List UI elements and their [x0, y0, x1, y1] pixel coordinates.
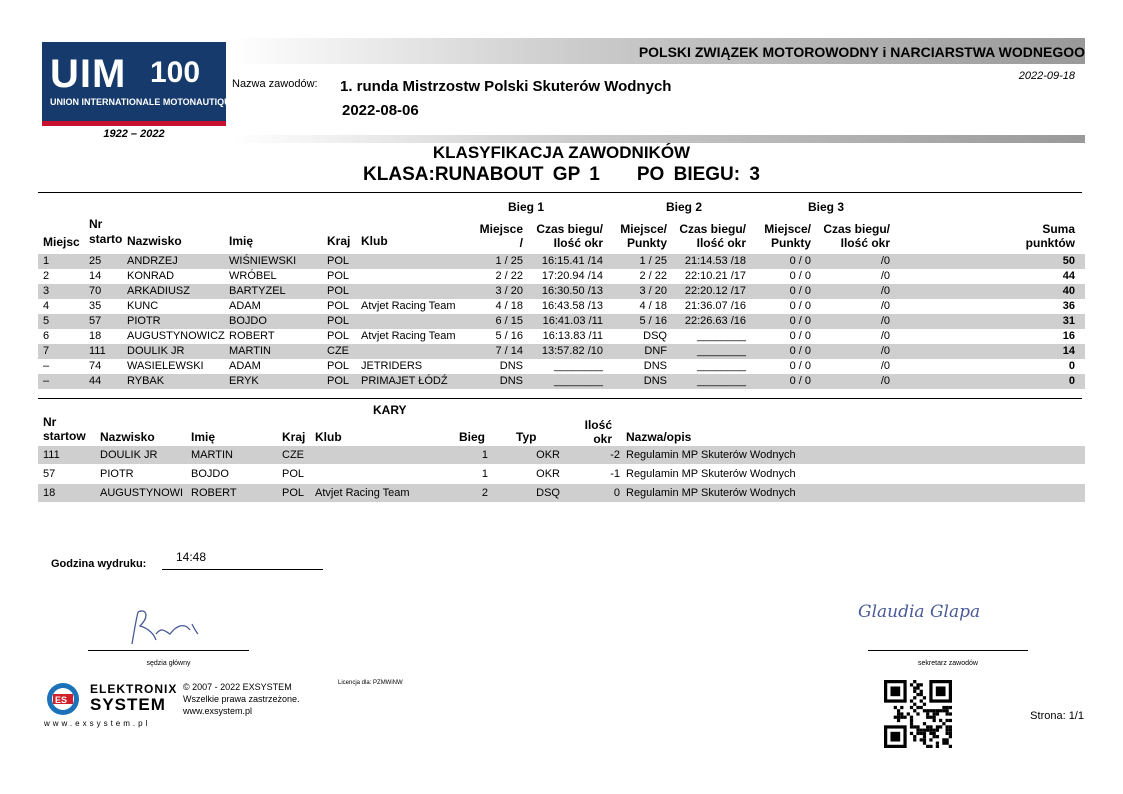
- cell-b2t: 22:20.12 /17: [684, 285, 746, 297]
- table-row: [38, 269, 1085, 284]
- pen-col-name: Imię: [191, 430, 216, 444]
- judge-signature: [120, 604, 220, 648]
- cell-surname: ARKADIUSZ: [127, 285, 190, 297]
- cell-b2p: DNS: [643, 375, 667, 387]
- pen-col-nr-2: startow: [43, 429, 86, 443]
- event-name: 1. runda Mistrzostw Polski Skuterów Wodnych: [340, 78, 672, 95]
- table-row: [38, 374, 1085, 389]
- cell-nr: 57: [43, 468, 56, 480]
- print-time-label: Godzina wydruku:: [51, 558, 147, 570]
- cell-b3t: /0: [880, 315, 890, 327]
- pen-col-club: Klub: [315, 430, 342, 444]
- cell-type: OKR: [536, 449, 560, 461]
- pen-col-desc: Nazwa/opis: [626, 430, 692, 444]
- cell-place: 7: [43, 345, 50, 357]
- print-date: 2022-09-18: [1018, 70, 1075, 82]
- cell-surname: ANDRZEJ: [127, 255, 178, 267]
- cell-name: MARTIN: [229, 345, 271, 357]
- cell-b2p: DSQ: [643, 330, 667, 342]
- judge-line: [88, 650, 249, 651]
- cell-club: PRIMAJET ŁÓDŹ: [361, 375, 448, 387]
- cell-b2t: ________: [697, 345, 746, 357]
- cell-country: CZE: [282, 449, 304, 461]
- cell-nr: 14: [89, 270, 102, 282]
- cell-b3t: /0: [880, 345, 890, 357]
- cell-nr: 57: [89, 315, 102, 327]
- cell-name: BOJDO: [229, 315, 267, 327]
- brand-line-2: SYSTEM: [90, 695, 166, 714]
- cell-nr: 18: [43, 487, 56, 499]
- cell-total: 44: [1062, 270, 1075, 282]
- cell-country: POL: [327, 330, 350, 342]
- cell-club: Atvjet Racing Team: [361, 330, 456, 342]
- cell-nr: 70: [89, 285, 102, 297]
- cell-b3p: 0 / 0: [789, 270, 811, 282]
- cell-place: 5: [43, 315, 50, 327]
- divider: [38, 398, 1082, 399]
- pen-col-surname: Nazwisko: [100, 430, 155, 444]
- secretary-label: sekretarz zawodów: [918, 660, 978, 667]
- cell-desc: Regulamin MP Skuterów Wodnych: [626, 449, 796, 461]
- cell-b2p: 1 / 25: [639, 255, 667, 267]
- cell-place: 6: [43, 330, 50, 342]
- cell-b3p: 0 / 0: [789, 285, 811, 297]
- header-bar-lower: [232, 135, 1085, 143]
- cell-heat: 1: [481, 468, 488, 480]
- cell-b2p: 2 / 22: [639, 270, 667, 282]
- secretary-line: [868, 650, 1028, 651]
- col-nr-2: starto: [89, 232, 123, 246]
- cell-b3t: /0: [880, 300, 890, 312]
- pen-col-laps-2: okr: [593, 432, 612, 446]
- brand-url: www.exsystem.pl: [44, 719, 151, 728]
- cell-club: JETRIDERS: [361, 360, 423, 372]
- qr-code-icon: [884, 680, 952, 748]
- copyright-2: Wszelkie prawa zastrzeżone.: [183, 694, 300, 704]
- col-b1-place-2: /: [519, 236, 523, 250]
- cell-country: POL: [327, 270, 350, 282]
- cell-b2t: 21:36.07 /16: [684, 300, 746, 312]
- cell-b3p: 0 / 0: [789, 330, 811, 342]
- cell-b1p: 3 / 20: [495, 285, 523, 297]
- cell-b1t: 17:20.94 /14: [541, 270, 603, 282]
- col-nr-1: Nr: [89, 217, 103, 231]
- logo-text: UIM: [50, 52, 127, 96]
- penalties-title: KARY: [373, 403, 407, 417]
- classification-title: KLASYFIKACJA ZAWODNIKÓW: [432, 143, 691, 162]
- cell-b2t: ________: [697, 330, 746, 342]
- cell-type: OKR: [536, 468, 560, 480]
- heat-1-label: Bieg 1: [508, 200, 545, 214]
- heat-3-label: Bieg 3: [808, 200, 845, 214]
- penalty-row: [38, 446, 1085, 464]
- cell-b1p: DNS: [499, 360, 523, 372]
- cell-nr: 111: [89, 345, 106, 357]
- print-time: 14:48: [176, 550, 207, 564]
- brand-line-1: ELEKTRONIX: [90, 682, 178, 696]
- col-b2-place-2: Punkty: [626, 236, 667, 250]
- cell-name: ROBERT: [229, 330, 275, 342]
- col-club: Klub: [361, 234, 388, 248]
- cell-place: 2: [43, 270, 50, 282]
- col-b1-time-2: Ilość okr: [553, 236, 603, 250]
- event-date: 2022-08-06: [342, 102, 419, 119]
- cell-b1t: 16:43.58 /13: [541, 300, 603, 312]
- cell-b3t: /0: [880, 375, 890, 387]
- col-total-1: Suma: [1042, 222, 1075, 236]
- cell-name: ROBERT: [191, 487, 237, 499]
- cell-country: POL: [327, 255, 350, 267]
- organization-title: POLSKI ZWIĄZEK MOTOROWODNY i NARCIARSTWA WODNEGOO: [638, 44, 1085, 60]
- cell-b1p: 4 / 18: [495, 300, 523, 312]
- cell-surname: KONRAD: [127, 270, 175, 282]
- cell-b3t: /0: [880, 330, 890, 342]
- copyright-1: © 2007 - 2022 EXSYSTEM: [183, 682, 292, 692]
- cell-total: 0: [1068, 375, 1075, 387]
- col-b2-time-1: Czas biegu/: [679, 222, 746, 236]
- cell-b1p: 1 / 25: [495, 255, 523, 267]
- cell-b1t: ________: [554, 360, 603, 372]
- cell-b3p: 0 / 0: [789, 300, 811, 312]
- cell-total: 16: [1062, 330, 1075, 342]
- col-b1-place-1: Miejsce: [479, 222, 523, 236]
- cell-b2t: 21:14.53 /18: [684, 255, 746, 267]
- cell-laps: 0: [613, 487, 620, 499]
- cell-b3t: /0: [880, 285, 890, 297]
- cell-country: POL: [282, 487, 305, 499]
- cell-club: Atvjet Racing Team: [315, 487, 410, 499]
- cell-laps: -1: [610, 468, 620, 480]
- cell-name: ADAM: [229, 300, 261, 312]
- cell-place: 4: [43, 300, 50, 312]
- cell-b2p: 4 / 18: [639, 300, 667, 312]
- cell-desc: Regulamin MP Skuterów Wodnych: [626, 468, 796, 480]
- col-b3-place-1: Miejsce/: [764, 222, 811, 236]
- pen-col-country: Kraj: [282, 430, 306, 444]
- table-row: [38, 299, 1085, 314]
- cell-surname: DOULIK JR: [100, 449, 158, 461]
- svg-text:ES: ES: [55, 695, 68, 705]
- cell-b1t: 16:30.50 /13: [541, 285, 603, 297]
- cell-name: WRÓBEL: [229, 270, 277, 282]
- cell-b1p: 7 / 14: [495, 345, 523, 357]
- cell-b3p: 0 / 0: [789, 375, 811, 387]
- pen-col-laps-1: Ilość: [584, 418, 612, 432]
- cell-b2t: ________: [697, 375, 746, 387]
- cell-b2t: ________: [697, 360, 746, 372]
- divider: [38, 192, 1082, 193]
- cell-b2p: 5 / 16: [639, 315, 667, 327]
- cell-total: 50: [1062, 255, 1075, 267]
- cell-b1t: ________: [554, 375, 603, 387]
- cell-nr: 35: [89, 300, 102, 312]
- cell-country: POL: [327, 375, 350, 387]
- pen-col-nr-1: Nr: [43, 415, 57, 429]
- pen-col-type: Typ: [516, 430, 537, 444]
- table-row: [38, 314, 1085, 329]
- secretary-signature: Glaudia Glapa: [858, 602, 981, 622]
- cell-b2t: 22:10.21 /17: [684, 270, 746, 282]
- cell-name: BARTYZEL: [229, 285, 286, 297]
- cell-country: POL: [327, 315, 350, 327]
- cell-b3p: 0 / 0: [789, 345, 811, 357]
- cell-surname: KUNC: [127, 300, 159, 312]
- cell-surname: AUGUSTYNOWI: [100, 487, 184, 499]
- col-b2-time-2: Ilość okr: [696, 236, 746, 250]
- cell-country: POL: [327, 285, 350, 297]
- col-surname: Nazwisko: [127, 234, 182, 248]
- col-name: Imię: [229, 234, 254, 248]
- cell-total: 40: [1062, 285, 1075, 297]
- col-b3-place-2: Punkty: [770, 236, 811, 250]
- cell-b1p: 6 / 15: [495, 315, 523, 327]
- cell-country: CZE: [327, 345, 349, 357]
- penalty-row: [38, 484, 1085, 502]
- cell-b2p: 3 / 20: [639, 285, 667, 297]
- license: Licencja dla: PZMWiNW: [338, 680, 403, 686]
- cell-b1p: DNS: [499, 375, 523, 387]
- cell-place: 1: [43, 255, 50, 267]
- cell-b2p: DNS: [643, 360, 667, 372]
- col-country: Kraj: [327, 234, 351, 248]
- cell-b3t: /0: [880, 360, 890, 372]
- col-b2-place-1: Miejsce/: [620, 222, 667, 236]
- event-label: Nazwa zawodów:: [232, 78, 318, 90]
- cell-name: WIŚNIEWSKI: [229, 255, 297, 267]
- col-total-2: punktów: [1025, 236, 1075, 250]
- judge-label: sędzia główny: [146, 660, 191, 667]
- logo-subtitle: UNION INTERNATIONALE MOTONAUTIQUE: [50, 97, 237, 107]
- logo-100-mark: [150, 54, 220, 88]
- exsystem-logo-icon: [44, 682, 84, 716]
- cell-total: 0: [1068, 360, 1075, 372]
- table-row: [38, 359, 1085, 374]
- copyright-3: www.exsystem.pl: [183, 706, 253, 716]
- cell-heat: 2: [481, 487, 488, 499]
- cell-b2p: DNF: [644, 345, 667, 357]
- cell-surname: PIOTR: [127, 315, 161, 327]
- col-b3-time-2: Ilość okr: [840, 236, 890, 250]
- col-b1-time-1: Czas biegu/: [536, 222, 603, 236]
- cell-b1p: 2 / 22: [495, 270, 523, 282]
- heat-2-label: Bieg 2: [666, 200, 703, 214]
- page-number: Strona: 1/1: [1030, 710, 1084, 722]
- cell-laps: -2: [610, 449, 620, 461]
- cell-type: DSQ: [536, 487, 560, 499]
- cell-nr: 111: [43, 449, 60, 461]
- print-time-line: [162, 569, 323, 570]
- cell-b1t: 16:41.03 /11: [542, 315, 603, 327]
- logo-years: 1922 – 2022: [103, 128, 165, 140]
- col-b3-time-1: Czas biegu/: [823, 222, 890, 236]
- cell-surname: PIOTR: [100, 468, 134, 480]
- cell-total: 31: [1062, 315, 1075, 327]
- cell-name: MARTIN: [191, 449, 233, 461]
- cell-place: 3: [43, 285, 50, 297]
- cell-b1p: 5 / 16: [495, 330, 523, 342]
- cell-country: POL: [327, 300, 350, 312]
- cell-b3p: 0 / 0: [789, 360, 811, 372]
- cell-name: BOJDO: [191, 468, 229, 480]
- cell-name: ERYK: [229, 375, 259, 387]
- cell-heat: 1: [481, 449, 488, 461]
- cell-b1t: 16:13.83 /11: [542, 330, 603, 342]
- cell-place: –: [43, 375, 50, 387]
- cell-surname: WASIELEWSKI: [127, 360, 204, 372]
- cell-surname: AUGUSTYNOWICZ: [127, 330, 225, 342]
- cell-place: –: [43, 360, 50, 372]
- svg-text:100: 100: [150, 56, 201, 88]
- cell-b2t: 22:26.63 /16: [684, 315, 746, 327]
- pen-col-heat: Bieg: [459, 430, 486, 444]
- cell-total: 36: [1062, 300, 1075, 312]
- cell-b3t: /0: [880, 255, 890, 267]
- table-row: [38, 329, 1085, 344]
- cell-country: POL: [327, 360, 350, 372]
- cell-b1t: 13:57.82 /10: [541, 345, 603, 357]
- cell-nr: 25: [89, 255, 102, 267]
- table-row: [38, 344, 1085, 359]
- cell-nr: 44: [89, 375, 102, 387]
- penalty-row: [38, 465, 1085, 483]
- cell-name: ADAM: [229, 360, 261, 372]
- table-row: [38, 254, 1085, 269]
- logo-stripe: [42, 121, 226, 126]
- cell-b3t: /0: [880, 270, 890, 282]
- cell-surname: DOULIK JR: [127, 345, 185, 357]
- cell-nr: 74: [89, 360, 102, 372]
- cell-b3p: 0 / 0: [789, 315, 811, 327]
- cell-surname: RYBAK: [127, 375, 165, 387]
- col-place: Miejsc: [43, 235, 80, 249]
- cell-club: Atvjet Racing Team: [361, 300, 456, 312]
- cell-b1t: 16:15.41 /14: [541, 255, 603, 267]
- cell-country: POL: [282, 468, 305, 480]
- cell-total: 14: [1062, 345, 1075, 357]
- cell-nr: 18: [89, 330, 102, 342]
- cell-desc: Regulamin MP Skuterów Wodnych: [626, 487, 796, 499]
- cell-b3p: 0 / 0: [789, 255, 811, 267]
- classification-subtitle: KLASA:RUNABOUT GP 1 PO BIEGU: 3: [363, 164, 760, 185]
- table-row: [38, 284, 1085, 299]
